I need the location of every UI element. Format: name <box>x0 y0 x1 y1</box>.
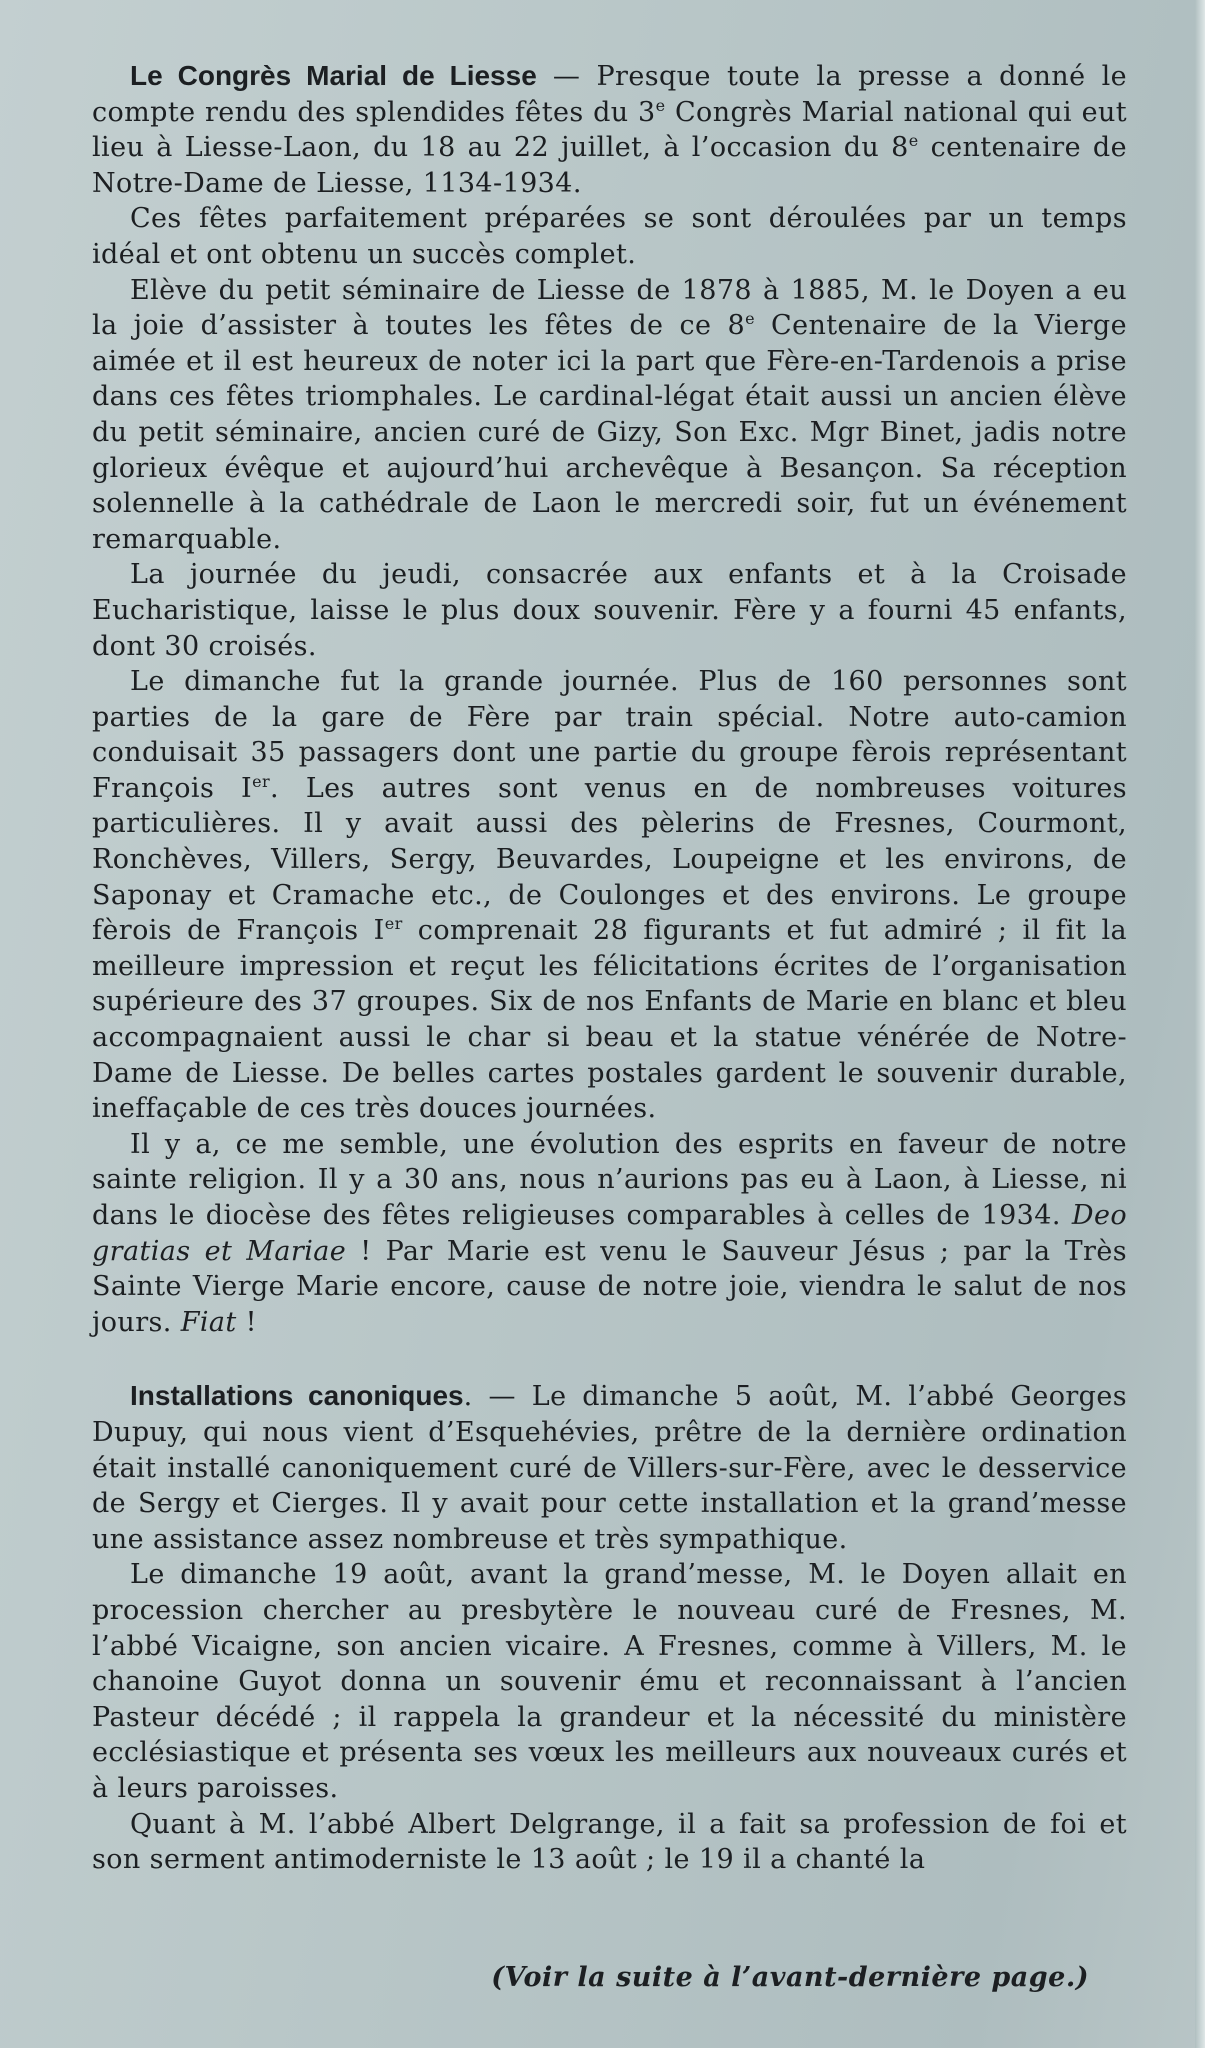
superscript: e <box>745 309 755 329</box>
section-installations <box>92 1378 1127 1877</box>
paragraph <box>92 664 1127 1127</box>
document-body <box>92 58 1127 1878</box>
section-congres-marial <box>92 58 1127 1340</box>
text-run: Presque toute la presse a donné le compte rendu des splendides fêtes du 3 <box>92 61 1127 128</box>
paragraph <box>92 1378 1127 1557</box>
paragraph <box>92 273 1127 558</box>
section-heading: Installations canoniques <box>130 1380 464 1412</box>
text-run: ! Par Marie est venu le Sauveur Jésus ; par la Très Sainte Vierge Marie encore, cause de notre joie, viendra le salut de nos jours. <box>92 1235 1127 1338</box>
text-run: Le dimanche 5 août, M. l’abbé Georges Dupuy, qui nous vient d’Esquehévies, prêtre de la dernière ordination était installé canoniquement curé de Villers-sur-Fère, avec le desservice de Sergy et Cierges. Il y avait pour cette installation et la grand’messe une assistance assez nombreuse et très sympathique. <box>92 1381 1127 1555</box>
italic-phrase: Fiat <box>180 1306 237 1338</box>
page-edge <box>1195 0 1205 2048</box>
section-heading: Le Congrès Marial de Liesse <box>130 60 537 91</box>
heading-dash: — <box>536 61 597 92</box>
text-run: Le dimanche fut la grande journée. Plus de 160 personnes sont parties de la gare de Fère par train spécial. Notre auto-camion conduisait 35 passagers dont une partie du groupe fèrois représentant François I <box>92 666 1127 804</box>
text-run: Elève du petit séminaire de Liesse de 1878 à 1885, M. le Doyen a eu la joie d’assister à toutes les fêtes de ce 8 <box>92 274 1127 342</box>
paragraph: Ces fêtes parfaitement préparées se sont déroulées par un temps idéal et ont obtenu un succès complet. <box>92 203 1127 270</box>
continuation-note: (Voir la suite à l’avant-dernière page.) <box>491 1962 1089 1993</box>
superscript: e <box>908 131 919 151</box>
text-run: comprenait 28 figurants et fut admiré ; il fit la meilleure impression et reçut les félicitations écrites de l’organisation supérieure des 37 groupes. Six de nos Enfants de Marie en blanc et bleu accompagnaient aussi le char si beau et la statue vénérée de Notre-Dame de Liesse. De belles cartes postales gardent le souvenir durable, ineffaçable de ces très douces journées. <box>92 915 1127 1125</box>
text-run: . Les autres sont venus en de nombreuses voitures particulières. Il y avait aussi des pèlerins de Fresnes, Courmont, Ronchèves, Villers, Sergy, Beuvardes, Loupeigne et les environs, de Saponay et Cramache etc., de Coulonges et des environs. Le groupe fèrois de François I <box>92 772 1128 947</box>
paragraph: Le dimanche 19 août, avant la grand’messe, M. le Doyen allait en procession chercher au presbytère le nouveau curé de Fresnes, M. l’abbé Vicaigne, son ancien vicaire. A Fresnes, comme à Villers, M. le chanoine Guyot donna un souvenir ému et reconnaissant à l’ancien Pasteur décédé ; il rappela la grandeur et la nécessité du ministère ecclésiastique et présenta ses vœux les meilleurs aux nouveaux curés et à leurs paroisses. <box>92 1559 1127 1804</box>
paragraph: La journée du jeudi, consacrée aux enfants et à la Croisade Eucharistique, laisse le plus doux souvenir. Fère y a fourni 45 enfants, dont 30 croisés. <box>92 559 1127 662</box>
text-run: Centenaire de la Vierge aimée et il est heureux de noter ici la part que Fère-en-Tardenois a prise dans ces fêtes triomphales. Le cardinal-légat était aussi un ancien élève du petit séminaire, ancien curé de Gizy, Son Exc. Mgr Binet, jadis notre glorieux évêque et aujourd’hui archevêque à Besançon. Sa réception solennelle à la cathédrale de Laon le mercredi soir, fut un événement remarquable. <box>92 310 1127 555</box>
text-run: ! <box>236 1306 257 1338</box>
paragraph: Quant à M. l’abbé Albert Delgrange, il a fait sa profession de foi et son serment antimoderniste le 13 août ; le 19 il a chanté la <box>92 1808 1127 1876</box>
text-run: Congrès Marial national qui eut lieu à Liesse-Laon, du 18 au 22 juillet, à l’occasion du 8 <box>92 96 1127 164</box>
heading-dash: . — <box>463 1381 532 1413</box>
paragraph <box>92 58 1127 201</box>
superscript: er <box>384 914 403 934</box>
superscript: er <box>252 771 271 791</box>
paragraph <box>92 1127 1127 1341</box>
italic-phrase: Deo gratias et Mariae <box>92 1200 1128 1267</box>
superscript: e <box>655 95 666 115</box>
text-run: Il y a, ce me semble, une évolution des esprits en faveur de notre sainte religion. Il y a 30 ans, nous n’aurions pas eu à Laon, à Liesse, ni dans le diocèse des fêtes religieuses comparables à celles de 1934. <box>92 1128 1127 1231</box>
text-run: centenaire de Notre-Dame de Liesse, 1134-1934. <box>92 132 1127 199</box>
